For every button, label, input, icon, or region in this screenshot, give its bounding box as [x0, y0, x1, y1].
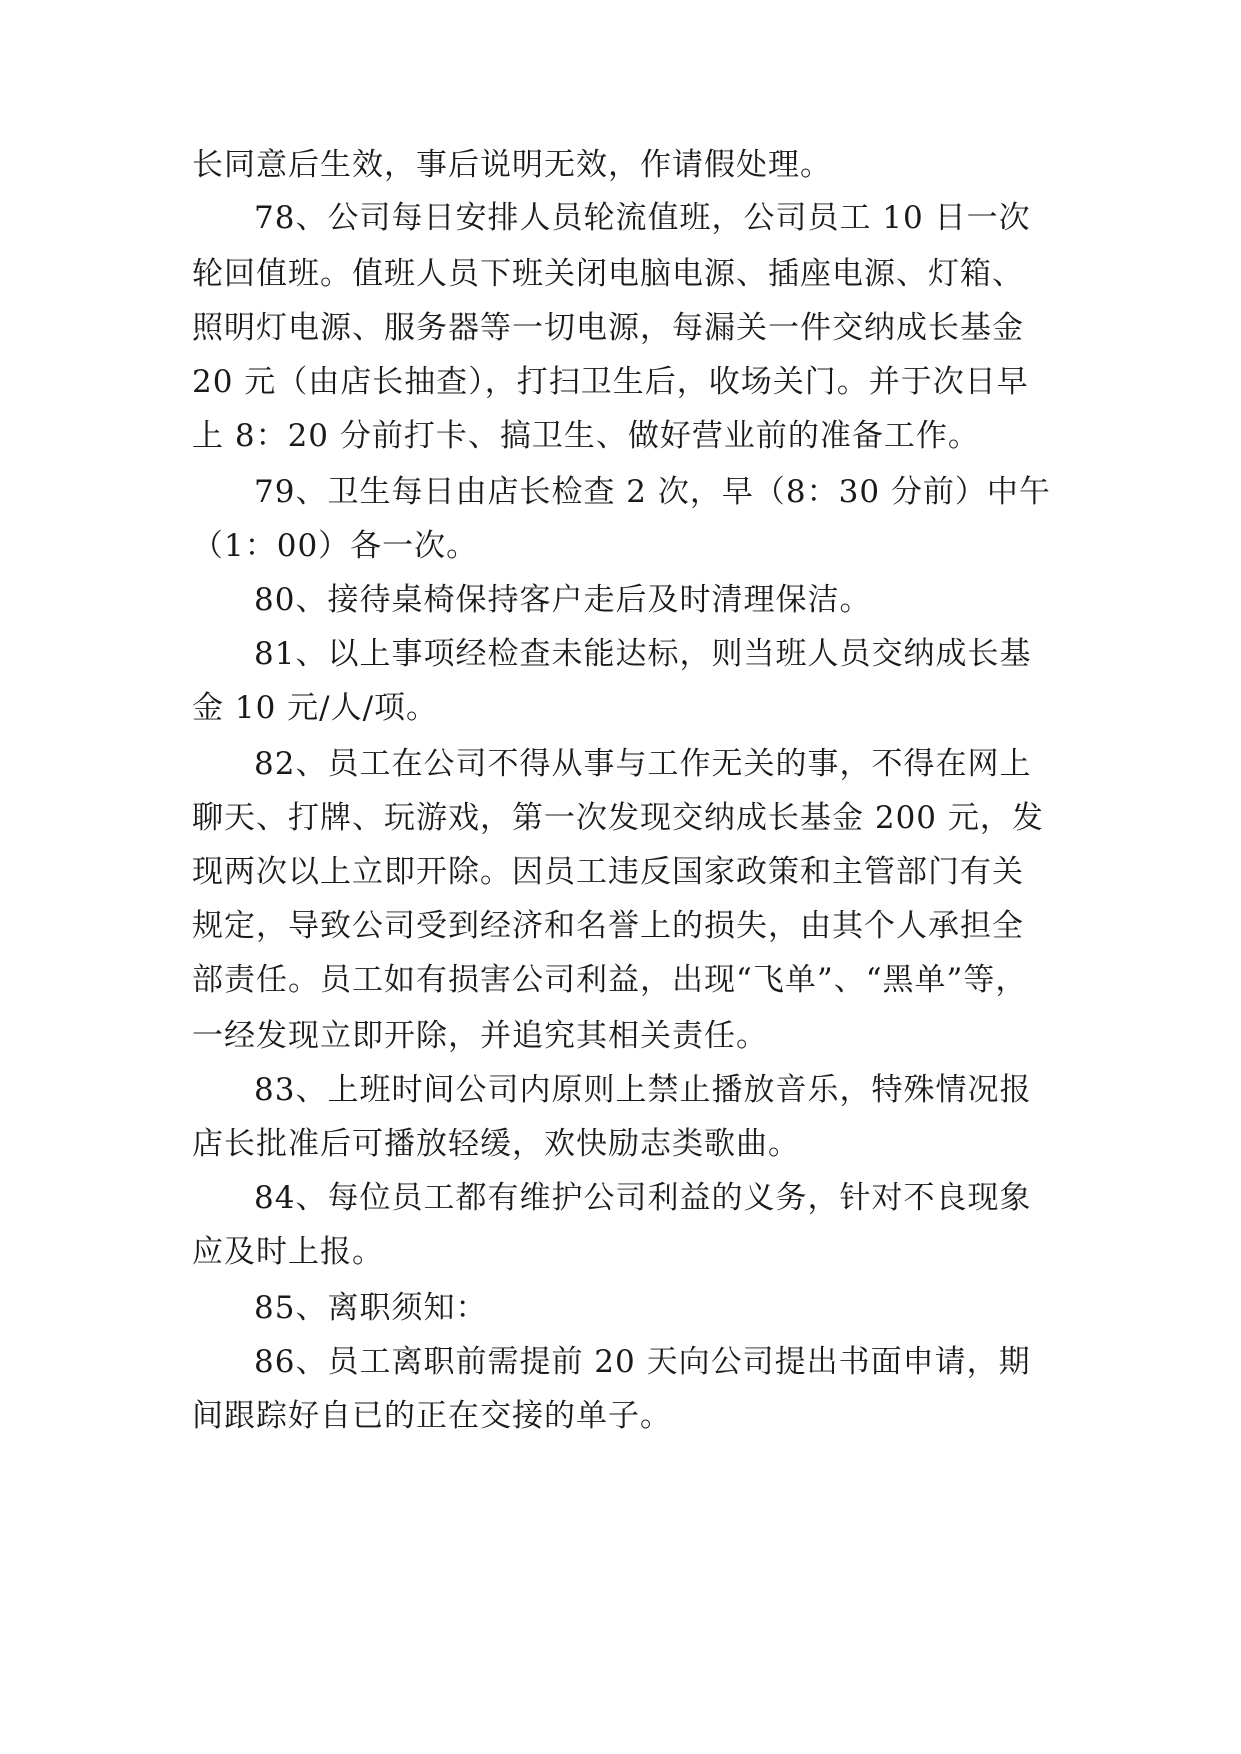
text-line: 上 8：20 分前打卡、搞卫生、做好营业前的准备工作。 — [192, 418, 980, 454]
text-line: 78、公司每日安排人员轮流值班，公司员工 10 日一次 — [254, 200, 1031, 236]
text-line: 金 10 元/人/项。 — [192, 690, 439, 726]
text-line: 20 元（由店长抽查），打扫卫生后，收场关门。并于次日早 — [192, 364, 1029, 400]
text-line: 聊天、打牌、玩游戏，第一次发现交纳成长基金 200 元，发 — [192, 800, 1044, 836]
text-line: 店长批准后可播放轻缓，欢快励志类歌曲。 — [192, 1126, 800, 1162]
text-line: 规定，导致公司受到经济和名誉上的损失，由其个人承担全 — [192, 908, 1024, 944]
text-line: 84、每位员工都有维护公司利益的义务，针对不良现象 — [254, 1180, 1032, 1216]
text-line: 间跟踪好自已的正在交接的单子。 — [192, 1398, 672, 1434]
text-line: 82、员工在公司不得从事与工作无关的事，不得在网上 — [254, 746, 1032, 782]
text-line: 81、以上事项经检查未能达标，则当班人员交纳成长基 — [254, 636, 1032, 672]
text-line: 85、离职须知： — [254, 1290, 488, 1326]
text-line: 79、卫生每日由店长检查 2 次，早（8：30 分前）中午 — [254, 474, 1051, 510]
text-line: 一经发现立即开除，并追究其相关责任。 — [192, 1018, 768, 1054]
text-line: 86、员工离职前需提前 20 天向公司提出书面申请，期 — [254, 1344, 1031, 1380]
text-line: 轮回值班。值班人员下班关闭电脑电源、插座电源、灯箱、 — [192, 256, 1024, 292]
text-line: 80、接待桌椅保持客户走后及时清理保洁。 — [254, 582, 872, 618]
text-line: 部责任。员工如有损害公司利益，出现“飞单”、“黑单”等， — [192, 962, 1028, 998]
text-line: 照明灯电源、服务器等一切电源，每漏关一件交纳成长基金 — [192, 310, 1024, 346]
text-line: 83、上班时间公司内原则上禁止播放音乐，特殊情况报 — [254, 1072, 1032, 1108]
text-line: 现两次以上立即开除。因员工违反国家政策和主管部门有关 — [192, 854, 1024, 890]
text-line: 长同意后生效，事后说明无效，作请假处理。 — [192, 147, 832, 183]
text-line: 应及时上报。 — [192, 1234, 384, 1270]
text-line: （1：00）各一次。 — [192, 528, 479, 564]
